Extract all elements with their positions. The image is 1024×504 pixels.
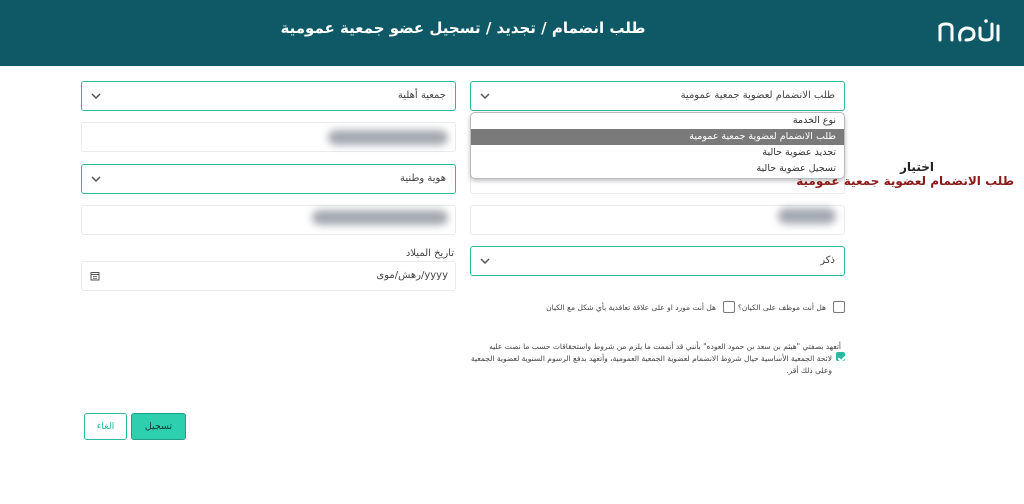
service-type-value: طلب الانضمام لعضوية جمعية عمومية [680, 90, 835, 101]
instruction-annotation [796, 160, 1014, 188]
chevron-down-icon [90, 173, 102, 185]
annotation-line-1: اختيار [900, 160, 934, 174]
redacted-text [312, 210, 448, 225]
service-type-select[interactable] [470, 81, 845, 111]
employee-label: هل أنت موظف على الكيان؟ [737, 303, 826, 312]
employee-checkbox[interactable] [833, 301, 845, 313]
supplier-checkbox[interactable] [723, 301, 735, 313]
chevron-down-icon [479, 90, 491, 102]
page-header [0, 0, 1024, 66]
gender-select[interactable] [470, 246, 845, 276]
chevron-down-icon [90, 90, 102, 102]
redacted-text [328, 130, 448, 145]
birthdate-placeholder: yyyy/رهش/موی [376, 270, 448, 281]
chevron-down-icon [479, 255, 491, 267]
dropdown-option-placeholder[interactable]: نوع الخدمة [792, 115, 836, 126]
page-title-text: طلب انضمام / تجديد / تسجيل عضو جمعية عمومية [280, 19, 646, 37]
page-title [0, 19, 1024, 37]
birthdate-input[interactable] [81, 261, 456, 291]
calendar-icon[interactable] [90, 271, 100, 281]
annotation-line-2: طلب الانضمام لعضوية جمعية عمومية [796, 174, 1014, 188]
supplier-label: هل أنت مورد او على علاقة تعاقدية بأي شكل مع الكيان [546, 303, 716, 312]
pledge-checkbox[interactable] [836, 352, 845, 361]
brand-logo[interactable] [936, 18, 1004, 46]
dropdown-option-register[interactable]: تسجيل عضوية حالية [756, 163, 836, 174]
dropdown-option-renew[interactable]: تجديد عضوية حالية [762, 147, 836, 158]
pledge-text-line-2: لائحة الجمعية الأساسية حيال شروط الانضمام لعضوية الجمعية العمومية، وأتعهد بدفع الرسوم السنوية لعضوية الجمعية [471, 354, 832, 363]
redacted-text [778, 208, 836, 224]
pledge-text-line-3: وعلى ذلك أقر. [786, 366, 832, 375]
id-type-select[interactable] [81, 164, 456, 194]
association-type-select[interactable] [81, 81, 456, 111]
pledge-text-line-1: أتعهد بصفتي "هيثم بن سعد بن حمود العوده" بأنني قد أتممت ما يلزم من شروط واستحقاقات حسب ما نصت عليه [489, 342, 841, 351]
association-type-value: جمعية أهلية [397, 90, 446, 101]
dropdown-option-join[interactable]: طلب الانضمام لعضوية جمعية عمومية [471, 129, 844, 145]
gender-value: ذكر [820, 255, 835, 266]
cancel-button[interactable]: الغاء [84, 413, 127, 440]
birthdate-label: تاريخ الميلاد [405, 248, 454, 259]
service-type-dropdown-list[interactable] [470, 112, 845, 179]
id-type-value: هوية وطنية [400, 173, 446, 184]
submit-button[interactable]: تسجيل [131, 413, 186, 440]
